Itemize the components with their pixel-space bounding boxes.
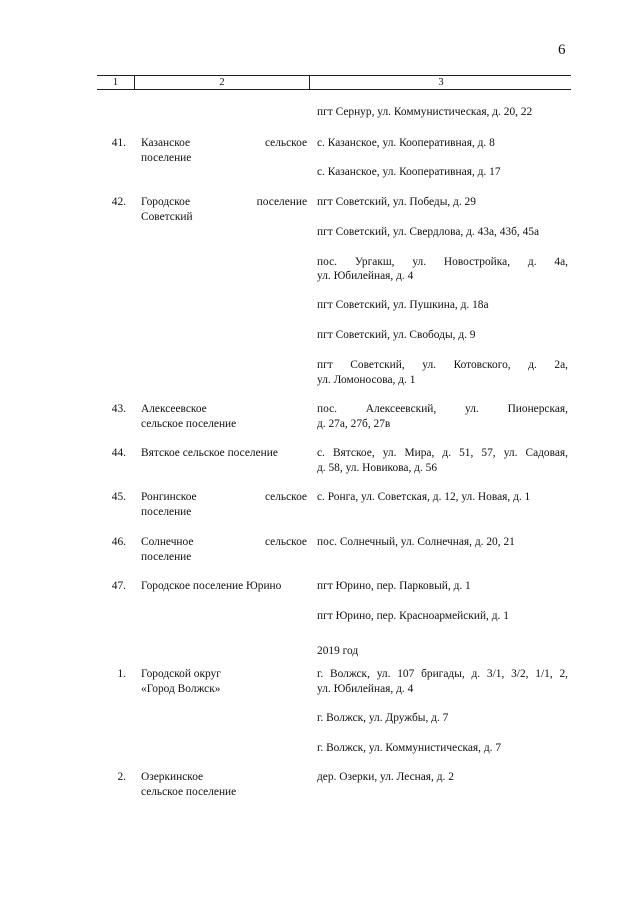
settlement-name-line: «Город Волжск» bbox=[141, 683, 221, 695]
settlement-name-line: Казанское сельское bbox=[141, 137, 307, 149]
address-line: д. 27а, 27б, 27в bbox=[317, 418, 391, 430]
settlement-name-line: Солнечное сельское bbox=[141, 536, 307, 548]
address-line: пос. Ургакш, ул. Новостройка, д. 4а, bbox=[317, 256, 568, 268]
address-line: пгт Советский, ул. Свободы, д. 9 bbox=[317, 329, 476, 341]
address-line: пос. Солнечный, ул. Солнечная, д. 20, 21 bbox=[317, 536, 515, 548]
address-line: с. Казанское, ул. Кооперативная, д. 8 bbox=[317, 137, 495, 149]
column-header-2: 2 bbox=[134, 76, 309, 89]
row-number: 43. bbox=[111, 403, 126, 415]
settlement-name-line: поселение bbox=[141, 506, 192, 518]
row-number: 42. bbox=[111, 196, 126, 208]
row-number: 47. bbox=[111, 580, 126, 592]
settlement-name-line: Озеркинское bbox=[141, 771, 204, 783]
table-header bbox=[97, 75, 571, 90]
column-header-1: 1 bbox=[112, 77, 119, 88]
settlement-name-line: поселение bbox=[141, 152, 192, 164]
address-line: г. Волжск, ул. Дружбы, д. 7 bbox=[317, 712, 449, 724]
column-header-3: 3 bbox=[309, 76, 572, 89]
settlement-name-line: сельское поселение bbox=[141, 786, 237, 798]
address-line: пгт Юрино, пер. Парковый, д. 1 bbox=[317, 580, 471, 592]
row-number: 2. bbox=[117, 771, 126, 783]
settlement-name-line: сельское поселение bbox=[141, 418, 237, 430]
address-line: с. Казанское, ул. Кооперативная, д. 17 bbox=[317, 166, 501, 178]
settlement-name-line: поселение bbox=[141, 551, 192, 563]
address-line: с. Ронга, ул. Советская, д. 12, ул. Новая, д. 1 bbox=[317, 491, 531, 503]
address-line: ул. Юбилейная, д. 4 bbox=[317, 683, 414, 695]
address-line: дер. Озерки, ул. Лесная, д. 2 bbox=[317, 771, 454, 783]
year-heading: 2019 год bbox=[317, 645, 359, 657]
address-line: д. 58, ул. Новикова, д. 56 bbox=[317, 462, 438, 474]
address-line: пгт Юрино, пер. Красноармейский, д. 1 bbox=[317, 610, 509, 622]
row-number: 41. bbox=[111, 137, 126, 149]
settlement-name-line: Городское поселение bbox=[141, 196, 307, 208]
address-line: пгт Советский, ул. Пушкина, д. 18а bbox=[317, 299, 489, 311]
settlement-name-line: Городское поселение Юрино bbox=[141, 580, 282, 592]
address-line: пос. Алексеевский, ул. Пионерская, bbox=[317, 403, 568, 415]
row-number: 44. bbox=[111, 447, 126, 459]
page-number: 6 bbox=[558, 42, 566, 58]
settlement-name-line: Ронгинское сельское bbox=[141, 491, 307, 503]
row-number: 45. bbox=[111, 491, 126, 503]
settlement-name-line: Советский bbox=[141, 211, 193, 223]
address-line: пгт Советский, ул. Свердлова, д. 43а, 43б, 45а bbox=[317, 226, 540, 238]
address-line: ул. Юбилейная, д. 4 bbox=[317, 270, 414, 282]
address-line: с. Вятское, ул. Мира, д. 51, 57, ул. Садовая, bbox=[317, 447, 568, 459]
address-line: пгт Советский, ул. Победы, д. 29 bbox=[317, 196, 476, 208]
address-line: г. Волжск, ул. 107 бригады, д. 3/1, 3/2, 1/1, 2, bbox=[317, 668, 568, 680]
row-number: 46. bbox=[111, 536, 126, 548]
address-line: пгт Сернур, ул. Коммунистическая, д. 20, 22 bbox=[317, 106, 533, 118]
address-line: г. Волжск, ул. Коммунистическая, д. 7 bbox=[317, 742, 502, 754]
settlement-name-line: Вятское сельское поселение bbox=[141, 447, 278, 459]
settlement-name-line: Городской округ bbox=[141, 668, 221, 680]
settlement-name-line: Алексеевское bbox=[141, 403, 207, 415]
address-line: ул. Ломоносова, д. 1 bbox=[317, 374, 416, 386]
address-line: пгт Советский, ул. Котовского, д. 2а, bbox=[317, 359, 568, 371]
row-number: 1. bbox=[117, 668, 126, 680]
